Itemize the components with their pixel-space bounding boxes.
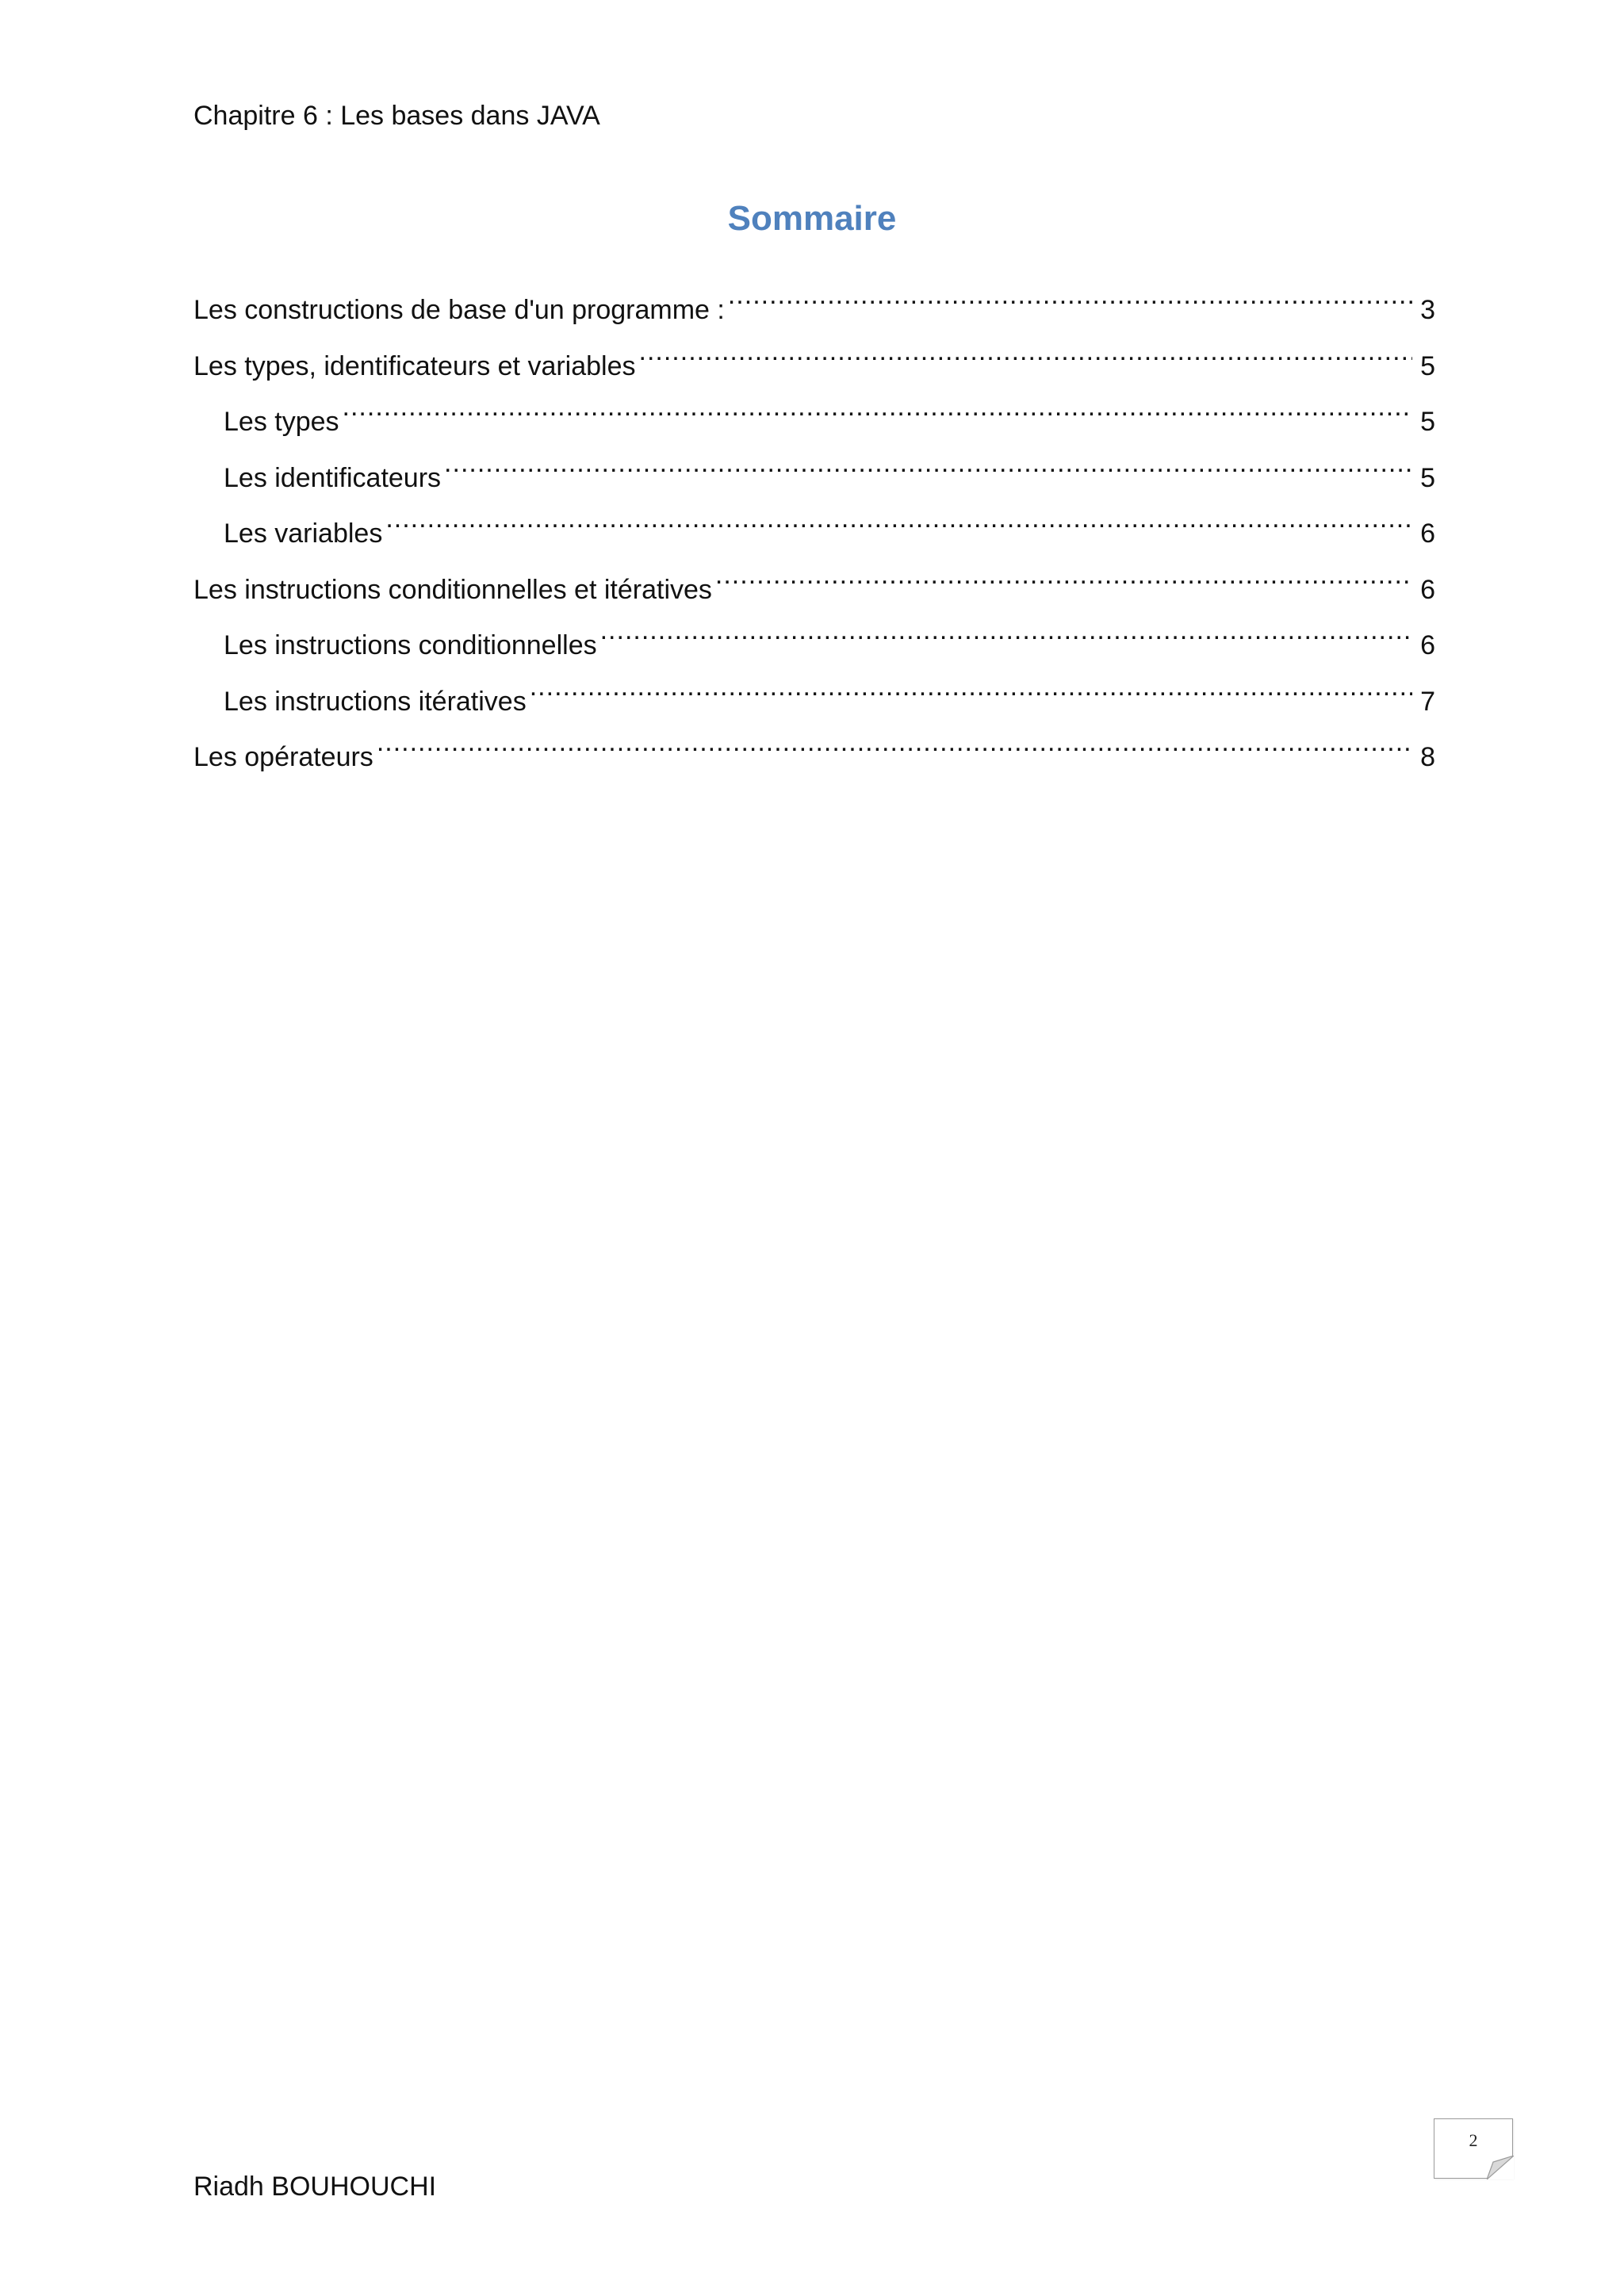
toc-entry-label: Les types, identificateurs et variables — [193, 350, 636, 381]
toc-dot-leader — [444, 439, 1412, 487]
toc-dot-leader — [377, 718, 1412, 766]
toc-entry-label: Les variables — [224, 519, 383, 549]
toc-entry-page: 5 — [1420, 462, 1435, 493]
toc-entry-instructions-iteratives[interactable] — [193, 663, 1435, 719]
page-number: 2 — [1469, 2130, 1478, 2150]
toc-entry-page: 5 — [1420, 407, 1435, 437]
toc-dot-leader — [639, 327, 1413, 375]
toc-entry-label: Les types — [224, 407, 339, 437]
toc-entry-types-identificateurs-variables[interactable] — [193, 327, 1435, 384]
toc-dot-leader — [385, 495, 1412, 542]
toc-dot-leader — [530, 663, 1412, 710]
toc-dot-leader — [343, 383, 1413, 430]
toc-entry-page: 6 — [1420, 574, 1435, 605]
toc-entry-label: Les opérateurs — [193, 742, 373, 772]
toc-entry-label: Les instructions conditionnelles — [224, 630, 597, 660]
toc-entry-label: Les instructions itératives — [224, 686, 527, 717]
toc-entry-label: Les instructions conditionnelles et itératives — [193, 574, 712, 605]
toc-entry-types[interactable] — [193, 383, 1435, 439]
toc-entry-instructions[interactable] — [193, 551, 1435, 607]
page-number-box — [1434, 2118, 1513, 2179]
toc-dot-leader — [715, 551, 1412, 599]
toc-entry-identificateurs[interactable] — [193, 439, 1435, 496]
toc-entry-page: 5 — [1420, 350, 1435, 381]
toc-entry-label: Les constructions de base d'un programme : — [193, 295, 725, 325]
toc-title: Sommaire — [727, 199, 897, 238]
toc-entry-instructions-conditionnelles[interactable] — [193, 607, 1435, 663]
toc-entry-page: 6 — [1420, 519, 1435, 549]
table-of-contents — [193, 271, 1435, 775]
page-header: Chapitre 6 : Les bases dans JAVA — [193, 101, 600, 131]
toc-entry-page: 8 — [1420, 742, 1435, 772]
page-curl-icon — [1487, 2156, 1514, 2179]
toc-entry-page: 3 — [1420, 295, 1435, 325]
toc-entry-label: Les identificateurs — [224, 462, 442, 493]
toc-dot-leader — [728, 271, 1412, 319]
toc-dot-leader — [600, 607, 1412, 654]
toc-entry-variables[interactable] — [193, 495, 1435, 551]
toc-entry-constructions[interactable] — [193, 271, 1435, 327]
toc-entry-page: 6 — [1420, 630, 1435, 660]
toc-entry-operateurs[interactable] — [193, 718, 1435, 775]
toc-entry-page: 7 — [1420, 686, 1435, 717]
footer-author: Riadh BOUHOUCHI — [193, 2172, 437, 2202]
